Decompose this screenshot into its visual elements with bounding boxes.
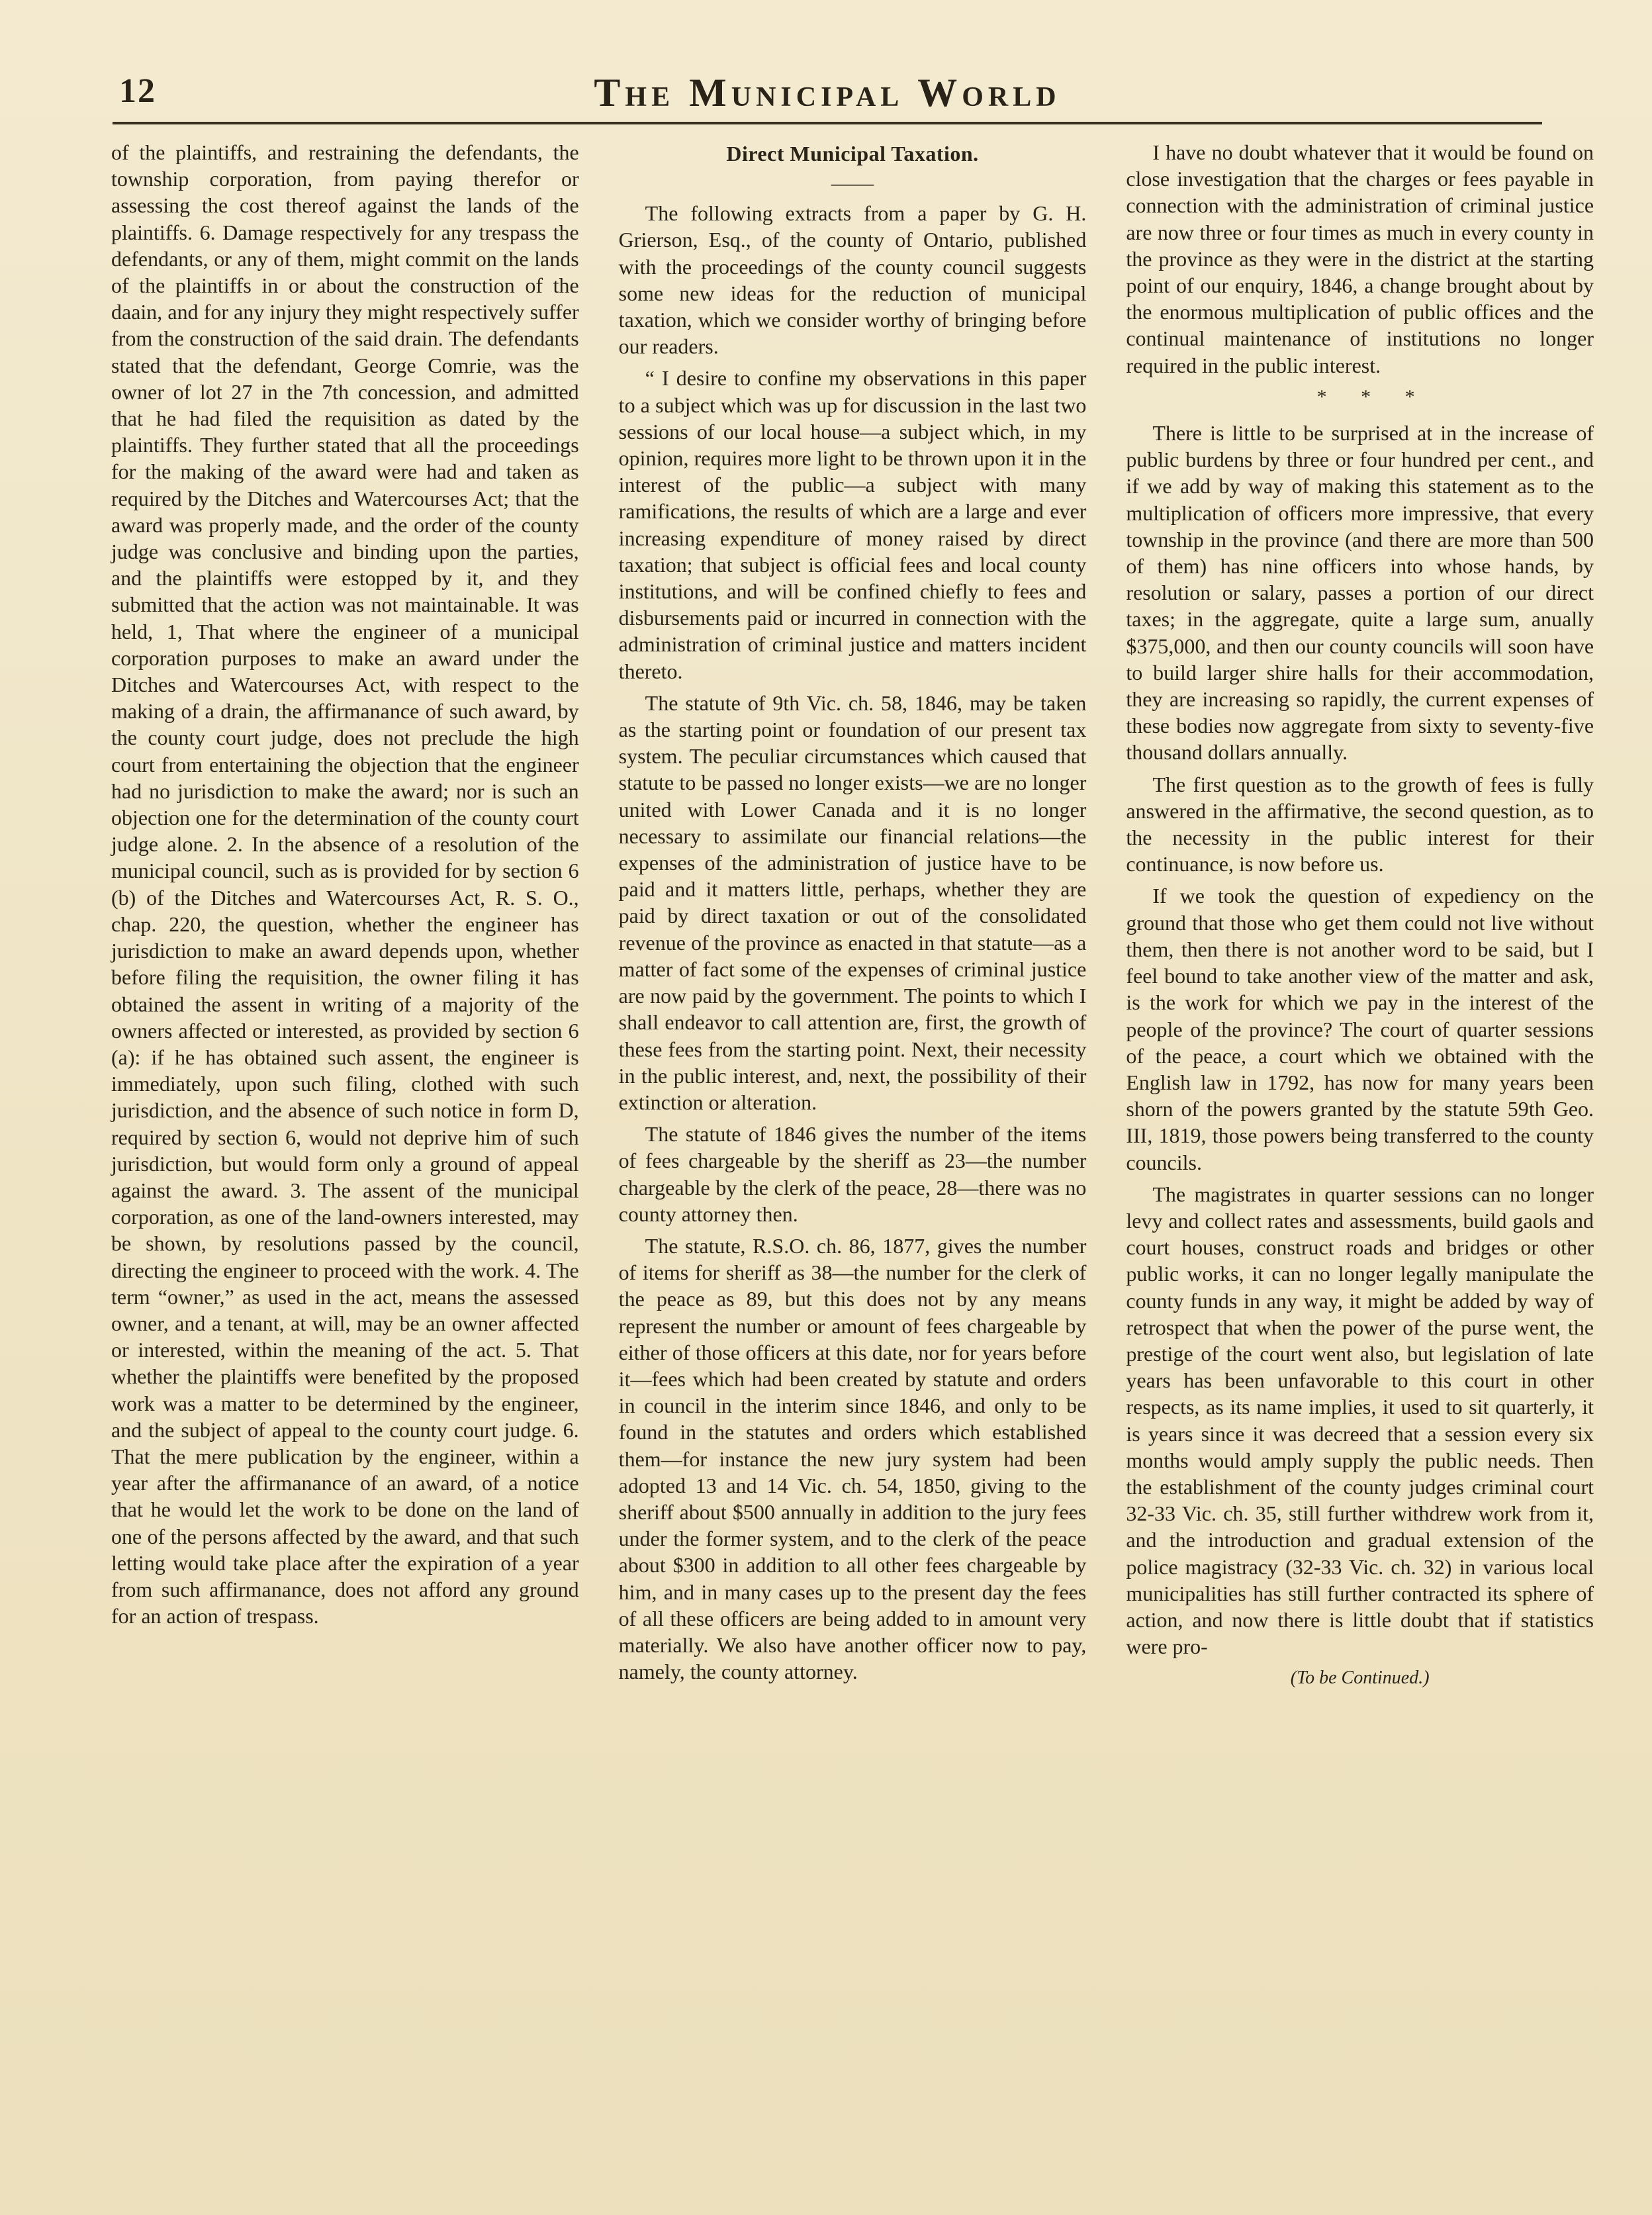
masthead-title: The Municipal World [594, 71, 1061, 115]
paragraph: I have no doubt whatever that it would be found on close investigation that the charges or fees payable in connection with the administration of criminal justice are now three or four times as much in every county in the province as they were in the district at the starting point of our enquiry, 1846, a change brought about by the enormous multiplication of public offices and the continual maintenance of institutions no longer required in the public interest. [1126, 140, 1594, 377]
section-separator: * * * [1316, 385, 1430, 408]
page-number: 12 [119, 72, 156, 110]
title-rule: —— [831, 171, 874, 195]
paragraph: The first question as to the growth of fees is fully answered in the affirmative, the second question, as to the necessity in the public interest for their continuance, is now before us. [1126, 772, 1594, 876]
paragraph: The statute of 9th Vic. ch. 58, 1846, may be taken as the starting point or foundation of our present tax system. The peculiar circumstances which caused that statute to be passed no longer exists—we are no longer united with Lower Canada and it is no longer necessary to assimilate our financial relations—the expenses of the administration of justice have to be paid and it matters little, perhaps, whether they are paid by direct taxation or out of the consolidated revenue of the province as enacted in that statute—as a matter of fact some of the expenses of criminal justice are now paid by the government. The points to which I shall endeavor to call attention are, first, the growth of these fees from the starting point. Next, their necessity in the public interest, and, next, the possibility of their extinction or alteration. [618, 690, 1087, 1114]
page-header [113, 69, 1542, 124]
paragraph: The following extracts from a paper by G. H. Grierson, Esq., of the county of Ontario, published with the proceedings of the county council suggests some new ideas for the reduction of municipal taxation, which we consider worthy of bringing before our readers. [618, 201, 1087, 359]
paragraph: The magistrates in quarter sessions can no longer levy and collect rates and assessments, build gaols and court houses, construct roads and bridges or other public works, it can no longer legally manipulate the county funds in any way, it might be added by way of retrospect that when the power of the purse went, the prestige of the court went also, but legislation of late years has been unfavorable to this court in other respects, as its name implies, it used to sit quarterly, it is years since it was decreed that a session every six months would amply supply the public needs. Then the establishment of the county judges criminal court 32-33 Vic. ch. 35, still further withdrew work from it, and the introduction and gradual extension of the police magistracy (32-33 Vic. ch. 32) in various local municipalities has still further contracted its sphere of action, and now there is little doubt that if statistics were pro- [1126, 1182, 1594, 1659]
paragraph: “ I desire to confine my observations in this paper to a subject which was up for discussion in the last two sessions of our local house—a subject which, in my opinion, requires more light to be thrown upon it in the interest of the public—a subject with many ramifications, the results of which are a large and ever increasing expenditure of money raised by direct taxation; that subject is official fees and local county institutions, and will be confined chiefly to fees and disbursements paid or incurred in connection with the administration of criminal justice and matters incident thereto. [618, 366, 1087, 683]
text-columns [111, 139, 1594, 2125]
paragraph: The statute of 1846 gives the number of the items of fees chargeable by the sheriff as 23—the number chargeable by the clerk of the peace, 28—there was no county attorney then. [618, 1122, 1087, 1226]
column-3 [1126, 139, 1594, 2125]
paragraph: of the plaintiffs, and restraining the defendants, the township corporation, from paying therefor or assessing the cost thereof against the lands of the plaintiffs. 6. Damage respectively for any trespass the defendants, or any of them, might commit on the lands of the plaintiffs in or about the construction of the daain, and for any injury they might respectively suffer from the construction of the said drain. The defendants stated that the defendant, George Comrie, was the owner of lot 27 in the 7th concession, and admitted that he had filed the requisition as dated by the plaintiffs. They further stated that all the proceedings for the making of the award were had and taken as required by the Ditches and Watercourses Act; that the award was properly made, and the order of the county judge was conclusive and binding upon the parties, and the plaintiffs were estopped by it, and they submitted that the action was not maintainable. It was held, 1, That where the engineer of a municipal corporation purposes to make an award under the Ditches and Watercourses Act, with respect to the making of a drain, the affirmanance of such award, by the county court judge, does not preclude the high court from entertaining the objection that the engineer had no jurisdiction to make the award; nor is such an objection one for the determination of the county court judge alone. 2. In the absence of a resolution of the municipal council, such as is provided for by section 6 (b) of the Ditches and Watercourses Act, R. S. O., chap. 220, the question, whether the engineer has jurisdiction to make an award depends upon, whether before filing the requisition, the owner filing it has obtained the assent in writing of a majority of the owners affected or interested, as provided by section 6 (a): if he has obtained such assent, the engineer is immediately, upon such filing, clothed with such jurisdiction, and the absence of such notice in form D, required by section 6, would not deprive him of such jurisdiction, but would form only a ground of appeal against the award. 3. The assent of the municipal corporation, as one of the land-owners interested, may be shown, by resolutions passed by the council, directing the engineer to proceed with the work. 4. The term “owner,” as used in the act, means the assessed owner, and a tenant, at will, may be an owner affected or interested, within the meaning of the act. 5. That whether the plaintiffs were benefited by the proposed work was a matter to be determined by the engineer, and the subject of appeal to the county court judge. 6. That the mere publication by the engineer, within a year after the affirmanance of an award, of a notice that he would let the work to be done on the land of one of the persons affected by the award, and that such letting would take place after the expiration of a year from such affirmanance, does not afford any ground for an action of trespass. [111, 140, 579, 1628]
paragraph: If we took the question of expediency on the ground that those who get them could not live without them, then there is not another word to be said, but I feel bound to take another view of the matter and ask, is the work for which we pay in the interest of the people of the province? The court of quarter sessions of the peace, a court which we obtained with the English law in 1792, has now for many years been shorn of the powers granted by the statute 59th Geo. III, 1819, those powers being transferred to the county councils. [1126, 884, 1594, 1174]
continued-note: (To be Continued.) [1290, 1668, 1430, 1689]
column-2 [619, 139, 1087, 2125]
article-title: Direct Municipal Taxation. [726, 142, 979, 165]
paragraph: There is little to be surprised at in the increase of public burdens by three or four hundred per cent., and if we add by way of making this statement as to the multiplication of officers more impressive, that every township in the province (and there are more than 500 of them) has nine officers into whose hands, by resolution or salary, passes a portion of our direct taxes; in the aggregate, quite a large sum, anually $375,000, and then our county councils will soon have to build larger shire halls for their accommodation, they are increasing so rapidly, the current expenses of these bodies now aggregate from sixty to seventy-five thousand dollars annually. [1126, 421, 1594, 765]
column-1 [111, 139, 579, 2125]
paragraph: The statute, R.S.O. ch. 86, 1877, gives the number of items for sheriff as 38—the number for the clerk of the peace as 89, but this does not by any means represent the number or amount of fees chargeable by either of those officers at this date, nor for years before it—fees which had been created by statute and orders in council in the interim since 1846, and only to be found in the statutes and orders which established them—for instance the new jury system had been adopted 13 and 14 Vic. ch. 54, 1850, giving to the sheriff about $500 annually in addition to the jury fees under the former system, and to the clerk of the peace about $300 in addition to all other fees chargeable by him, and in many cases up to the present day the fees of all these officers are being added to in amount very materially. We also have another officer now to pay, namely, the county attorney. [618, 1233, 1087, 1684]
